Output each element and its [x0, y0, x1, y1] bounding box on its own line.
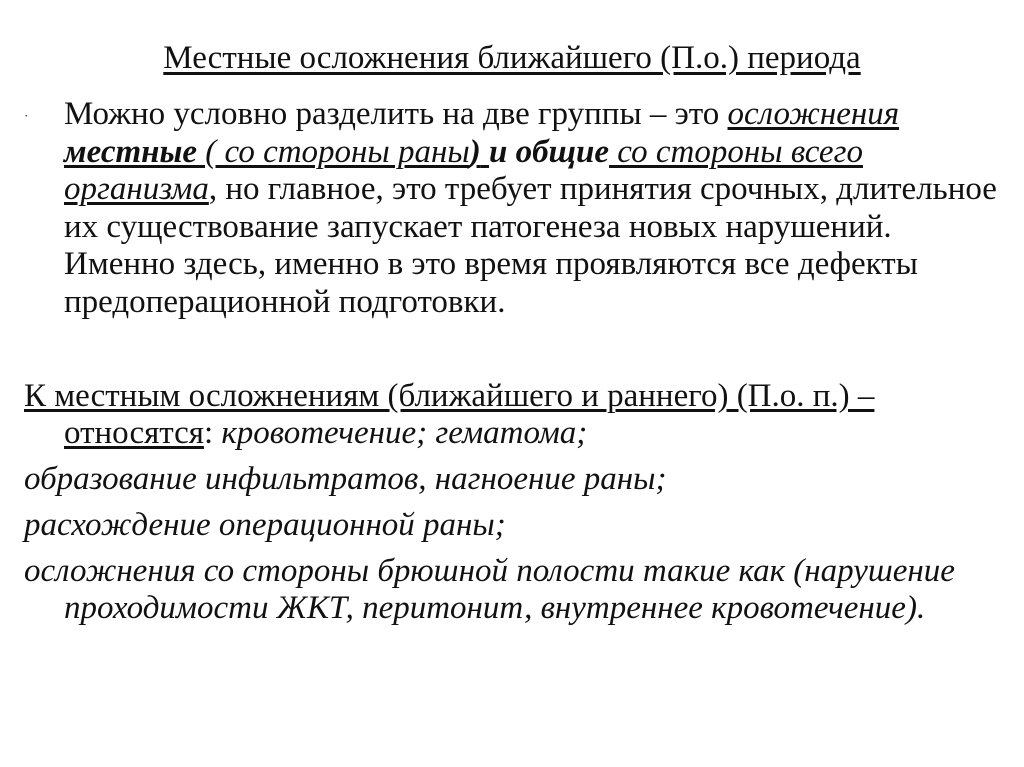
text-segment-bold: ): [469, 133, 481, 170]
text-segment-italic: кровотечение; гематома;: [221, 415, 588, 451]
text-segment: ( со стороны раны: [197, 133, 470, 170]
list-item: расхождение операционной раны;: [24, 507, 506, 543]
list-item: осложнения со стороны брюшной полости такие как (нарушение проходимости ЖКТ, перитонит, внутреннее кровотечение).: [24, 553, 955, 626]
text-segment: :: [203, 415, 222, 451]
intro-underlined: К местным осложнениям (ближайшего и раннего) (П.о. п.) –: [24, 378, 875, 414]
text-segment: осложнения: [727, 96, 900, 132]
text-segment: Можно условно разделить на две группы – это: [64, 96, 728, 132]
list-intro: [24, 378, 1004, 452]
list-item: образование инфильтратов, нагноение раны;: [24, 461, 667, 497]
text-segment-bold: местные: [64, 133, 197, 170]
slide-title: Местные осложнения ближайшего (П.о.) периода: [163, 40, 861, 76]
complications-list: [24, 378, 1004, 636]
intro-underlined: относятся: [64, 415, 204, 451]
text-segment: , но главное, это требует принятия срочных, длительное их существование запускает патогенеза новых нарушений. Именно здесь, именно в это время проявляются все дефекты предоперационной подготовки.: [64, 171, 997, 320]
bullet-marker: ·: [24, 108, 29, 123]
text-segment-bold-italic: и общие: [488, 133, 610, 170]
bullet-paragraph: [24, 96, 1004, 321]
text-segment-underlined-italic: со стороны всего организма: [64, 133, 863, 207]
bullet-text: [64, 96, 1004, 321]
text-segment: [481, 134, 489, 170]
